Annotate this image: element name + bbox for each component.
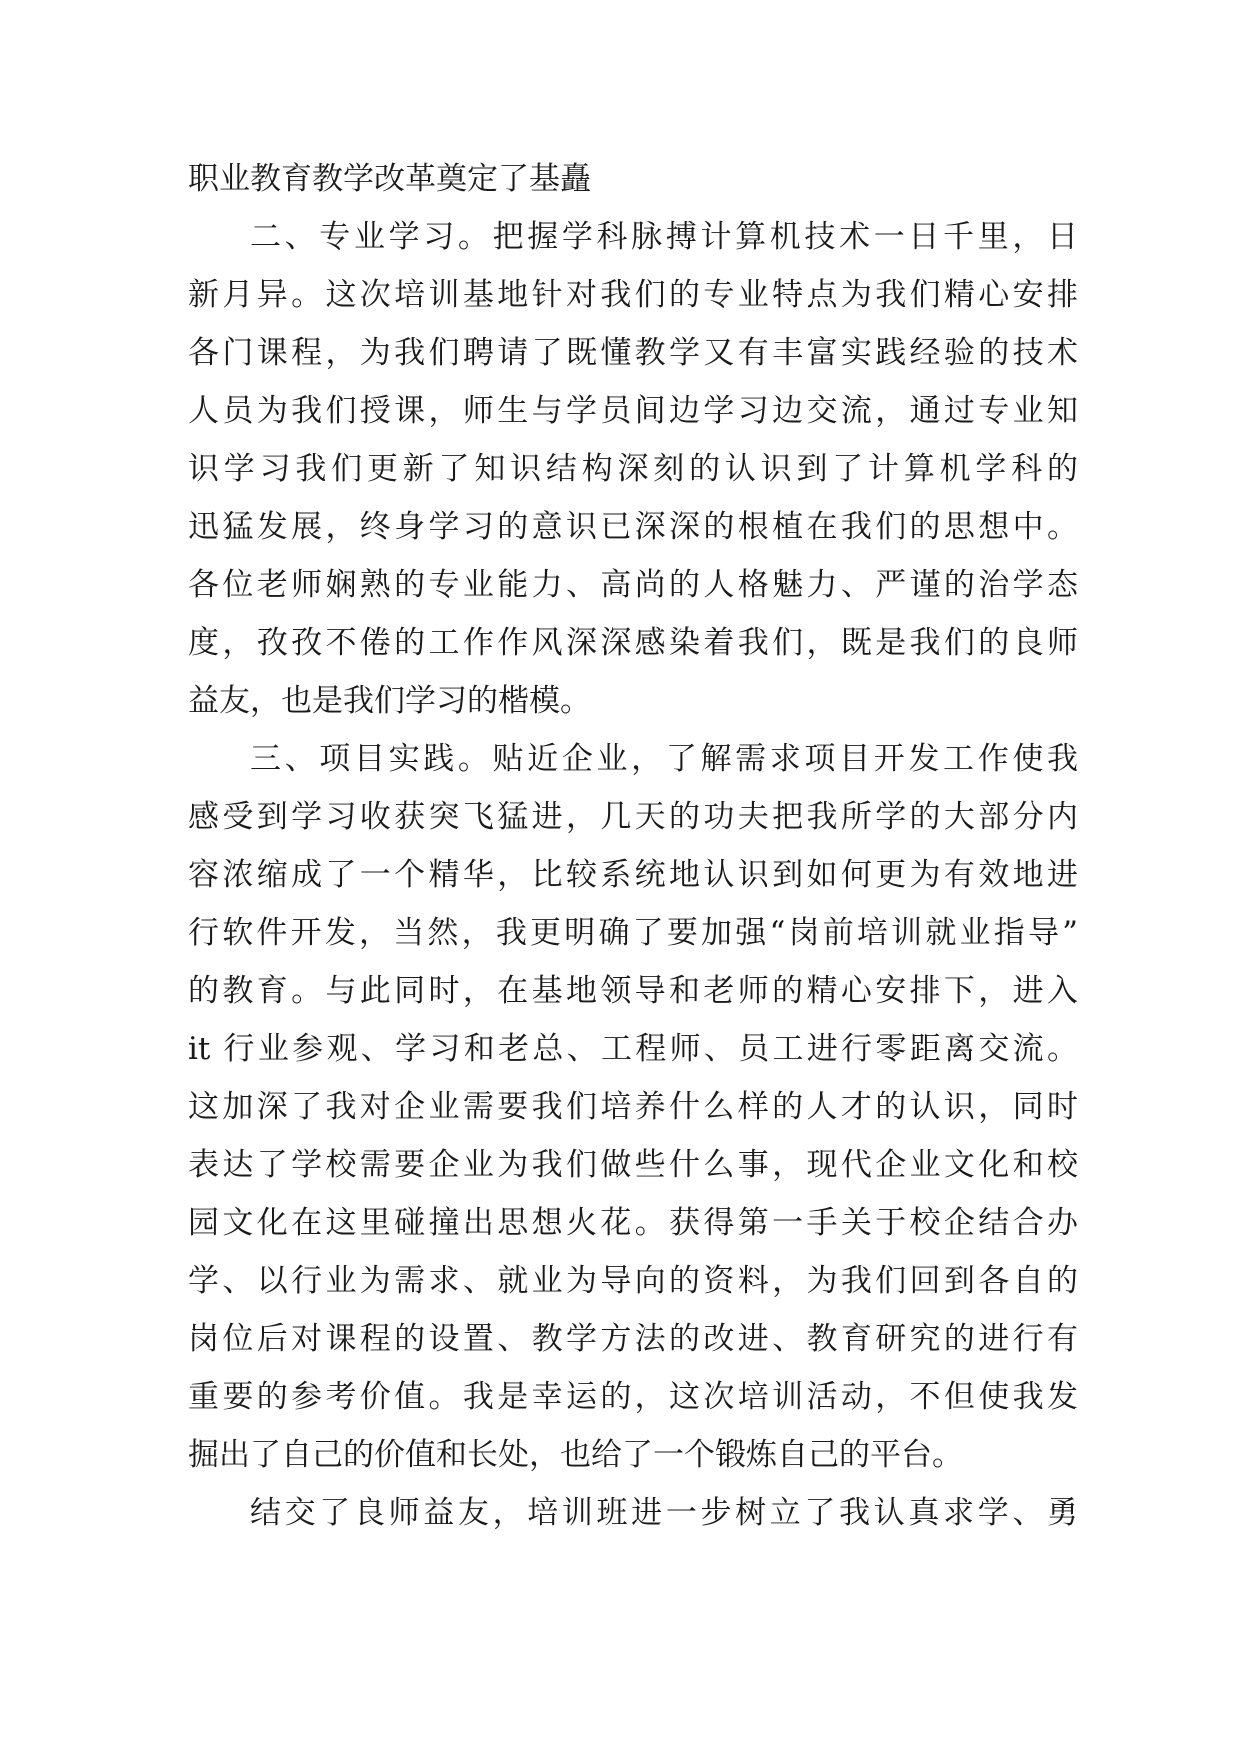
text-line: 感受到学习收获突飞猛进，几天的功夫把我所学的大部分内: [188, 799, 1078, 835]
text-line: 重要的参考价值。我是幸运的，这次培训活动，不但使我发: [188, 1379, 1078, 1415]
text-line: 掘出了自己的价值和长处，也给了一个锻炼自己的平台。: [188, 1437, 963, 1473]
text-line: 各位老师娴熟的专业能力、高尚的人格魅力、严谨的治学态: [188, 567, 1078, 603]
paragraph-heading-line: 二、专业学习。把握学科脉搏计算机技术一日千里，日: [250, 219, 1078, 255]
text-line: 岗位后对课程的设置、教学方法的改进、教育研究的进行有: [188, 1321, 1078, 1357]
text-line: 识学习我们更新了知识结构深刻的认识到了计算机学科的: [188, 451, 1078, 487]
text-line: 益友，也是我们学习的楷模。: [188, 683, 591, 719]
text-line: 新月异。这次培训基地针对我们的专业特点为我们精心安排: [188, 277, 1078, 313]
text-line: 学、以行业为需求、就业为导向的资料，为我们回到各自的: [188, 1263, 1078, 1299]
text-line: 迅猛发展，终身学习的意识已深深的根植在我们的思想中。: [188, 509, 1078, 545]
paragraph-start-line: 结交了良师益友，培训班进一步树立了我认真求学、勇: [250, 1495, 1078, 1531]
document-body: [188, 150, 1078, 1542]
text-line: 表达了学校需要企业为我们做些什么事，现代企业文化和校: [188, 1147, 1078, 1183]
text-line: 人员为我们授课，师生与学员间边学习边交流，通过专业知: [188, 393, 1078, 429]
text-line: 容浓缩成了一个精华，比较系统地认识到如何更为有效地进: [188, 857, 1078, 893]
text-line: 园文化在这里碰撞出思想火花。获得第一手关于校企结合办: [188, 1205, 1078, 1241]
text-line: 职业教育教学改革奠定了基矗: [188, 161, 591, 197]
text-line: it 行业参观、学习和老总、工程师、员工进行零距离交流。: [188, 1031, 1078, 1067]
paragraph-heading-line: 三、项目实践。贴近企业，了解需求项目开发工作使我: [250, 741, 1078, 777]
text-line: 各门课程，为我们聘请了既懂教学又有丰富实践经验的技术: [188, 335, 1078, 371]
text-line: 的教育。与此同时，在基地领导和老师的精心安排下，进入: [188, 973, 1078, 1009]
text-line: 这加深了我对企业需要我们培养什么样的人才的认识，同时: [188, 1089, 1078, 1125]
text-line: 行软件开发，当然，我更明确了要加强“岗前培训就业指导”: [188, 915, 1078, 951]
text-line: 度，孜孜不倦的工作作风深深感染着我们，既是我们的良师: [188, 625, 1078, 661]
